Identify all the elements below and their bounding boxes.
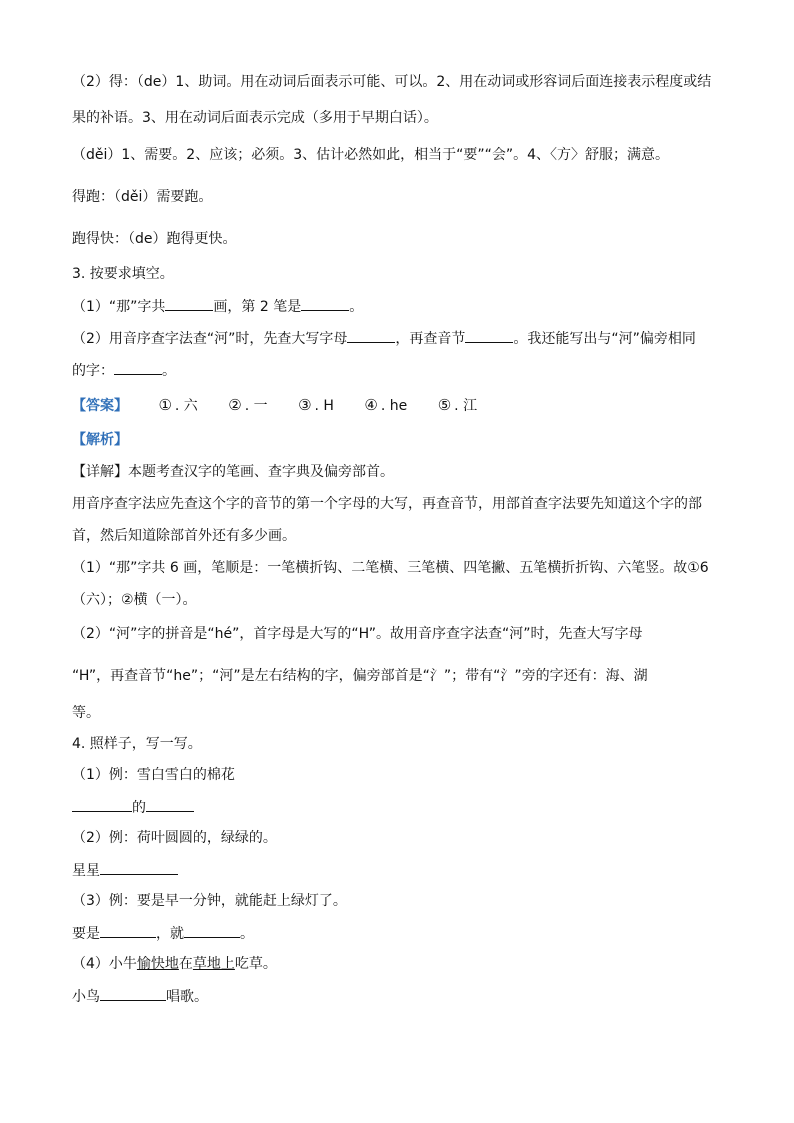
fill-blank[interactable] — [465, 328, 513, 343]
question-4-title — [72, 734, 202, 754]
analysis-tag-line — [72, 430, 154, 450]
answer-line — [72, 395, 503, 416]
definition-de-line-2 — [72, 108, 438, 128]
text: 3. 按要求填空。 — [72, 266, 174, 282]
underlined-text: 草地上 — [192, 956, 235, 972]
question-4-answer-4 — [72, 986, 208, 1007]
text: 4. 照样子，写一写。 — [72, 736, 202, 752]
text: （1）例：雪白雪白的棉花 — [72, 767, 235, 783]
text: 画，第 2 笔是 — [213, 299, 302, 315]
text: （2）得：（de）1、助词。用在动词后面表示可能、可以。2、用在动词或形容词后面连接表示程度或结 — [72, 74, 712, 90]
text: （1）“那”字共 6 画，笔顺是：一笔横折钩、二笔横、三笔横、四笔撇、五笔横折折钩、六笔竖。故①6 — [72, 560, 709, 576]
analysis-line-6 — [72, 666, 648, 686]
text: 小鸟 — [72, 989, 100, 1005]
question-4-example-2 — [72, 828, 277, 848]
question-3-part-1 — [72, 296, 363, 317]
text: 。 — [240, 926, 254, 942]
text: （2）“河”字的拼音是“hé”，首字母是大写的“H”。故用音序查字法查“河”时，先查大写字母 — [72, 626, 643, 642]
answer-text: . he — [380, 398, 408, 414]
question-4-example-4 — [72, 954, 277, 974]
question-4-answer-1 — [72, 797, 194, 818]
answer-marker: ① — [158, 396, 172, 414]
text: 【详解】本题考查汉字的笔画、查字典及偏旁部首。 — [72, 464, 394, 480]
answer-2 — [228, 398, 267, 414]
question-4-answer-3 — [72, 923, 254, 944]
answer-3 — [298, 398, 334, 414]
text: 唱歌。 — [166, 989, 208, 1005]
text: “H”，再查音节“he”；“河”是左右结构的字，偏旁部首是“氵”；带有“氵”旁的字还有：海、湖 — [72, 668, 648, 684]
analysis-tag: 【解析】 — [72, 432, 128, 448]
text: 在 — [178, 956, 193, 972]
text: 吃草。 — [234, 956, 277, 972]
question-3-part-2-cont — [72, 360, 176, 381]
answer-marker: ② — [228, 396, 242, 414]
analysis-line-3 — [72, 558, 709, 578]
fill-blank[interactable] — [100, 860, 178, 875]
text: 。 — [162, 363, 176, 379]
answer-text: . 江 — [454, 398, 478, 414]
fill-blank[interactable] — [301, 296, 349, 311]
text: （4）小牛 — [72, 956, 137, 972]
analysis-line-5 — [72, 624, 643, 644]
text: 星星 — [72, 863, 100, 879]
question-4-answer-2 — [72, 860, 178, 881]
answer-1 — [158, 398, 197, 414]
text: （1）“那”字共 — [72, 299, 166, 315]
text: 得跑：（děi）需要跑。 — [72, 189, 213, 205]
question-4-example-1 — [72, 765, 235, 785]
analysis-line-1 — [72, 494, 702, 514]
answer-tag: 【答案】 — [72, 398, 128, 414]
text: 跑得快：（de）跑得更快。 — [72, 231, 237, 247]
text: 要是 — [72, 926, 100, 942]
analysis-line-2 — [72, 526, 296, 546]
fill-blank[interactable] — [146, 797, 194, 812]
fill-blank[interactable] — [72, 797, 132, 812]
fill-blank[interactable] — [114, 360, 162, 375]
fill-blank[interactable] — [100, 986, 166, 1001]
question-3-part-2 — [72, 328, 696, 349]
example-pao-de-kuai — [72, 229, 237, 249]
text: （2）用音序查字法查“河”时，先查大写字母 — [72, 331, 348, 347]
fill-blank[interactable] — [347, 328, 395, 343]
text: 。我还能写出与“河”偏旁相同 — [513, 331, 696, 347]
definition-dei-line — [72, 145, 669, 165]
question-3-title — [72, 264, 174, 284]
answer-marker: ③ — [298, 396, 312, 414]
text: （六）；②横（一）。 — [72, 592, 197, 608]
text: 。 — [349, 299, 364, 315]
text: ，再查音节 — [395, 331, 466, 347]
fill-blank[interactable] — [100, 923, 156, 938]
text: 果的补语。3、用在动词后面表示完成（多用于早期白话）。 — [72, 110, 438, 126]
answer-marker: ④ — [364, 396, 378, 414]
text: ，就 — [156, 926, 184, 942]
text: （3）例：要是早一分钟，就能赶上绿灯了。 — [72, 893, 347, 909]
answer-4 — [364, 398, 407, 414]
underlined-text: 愉快地 — [136, 956, 179, 972]
text: 的字： — [72, 363, 114, 379]
answer-5 — [438, 398, 477, 414]
answer-text: . 六 — [174, 398, 198, 414]
fill-blank[interactable] — [184, 923, 240, 938]
text: （děi）1、需要。2、应该；必须。3、估计必然如此，相当于“要”“会”。4、〈方〉舒服；满意。 — [72, 147, 670, 163]
text: （2）例：荷叶圆圆的，绿绿的。 — [72, 830, 277, 846]
example-dei-pao — [72, 187, 212, 207]
analysis-line-7 — [72, 703, 100, 723]
answer-marker: ⑤ — [437, 396, 452, 414]
text: 用音序查字法应先查这个字的音节的第一个字母的大写，再查音节，用部首查字法要先知道这个字的部 — [72, 496, 702, 512]
question-4-example-3 — [72, 891, 347, 911]
fill-blank[interactable] — [165, 296, 213, 311]
analysis-detail — [72, 462, 394, 482]
definition-de-line-1 — [72, 72, 711, 92]
answer-text: . 一 — [244, 398, 268, 414]
analysis-line-4 — [72, 590, 197, 610]
text: 首，然后知道除部首外还有多少画。 — [72, 528, 296, 544]
text: 的 — [132, 800, 146, 816]
answer-text: . H — [314, 398, 334, 414]
text: 等。 — [72, 705, 100, 721]
